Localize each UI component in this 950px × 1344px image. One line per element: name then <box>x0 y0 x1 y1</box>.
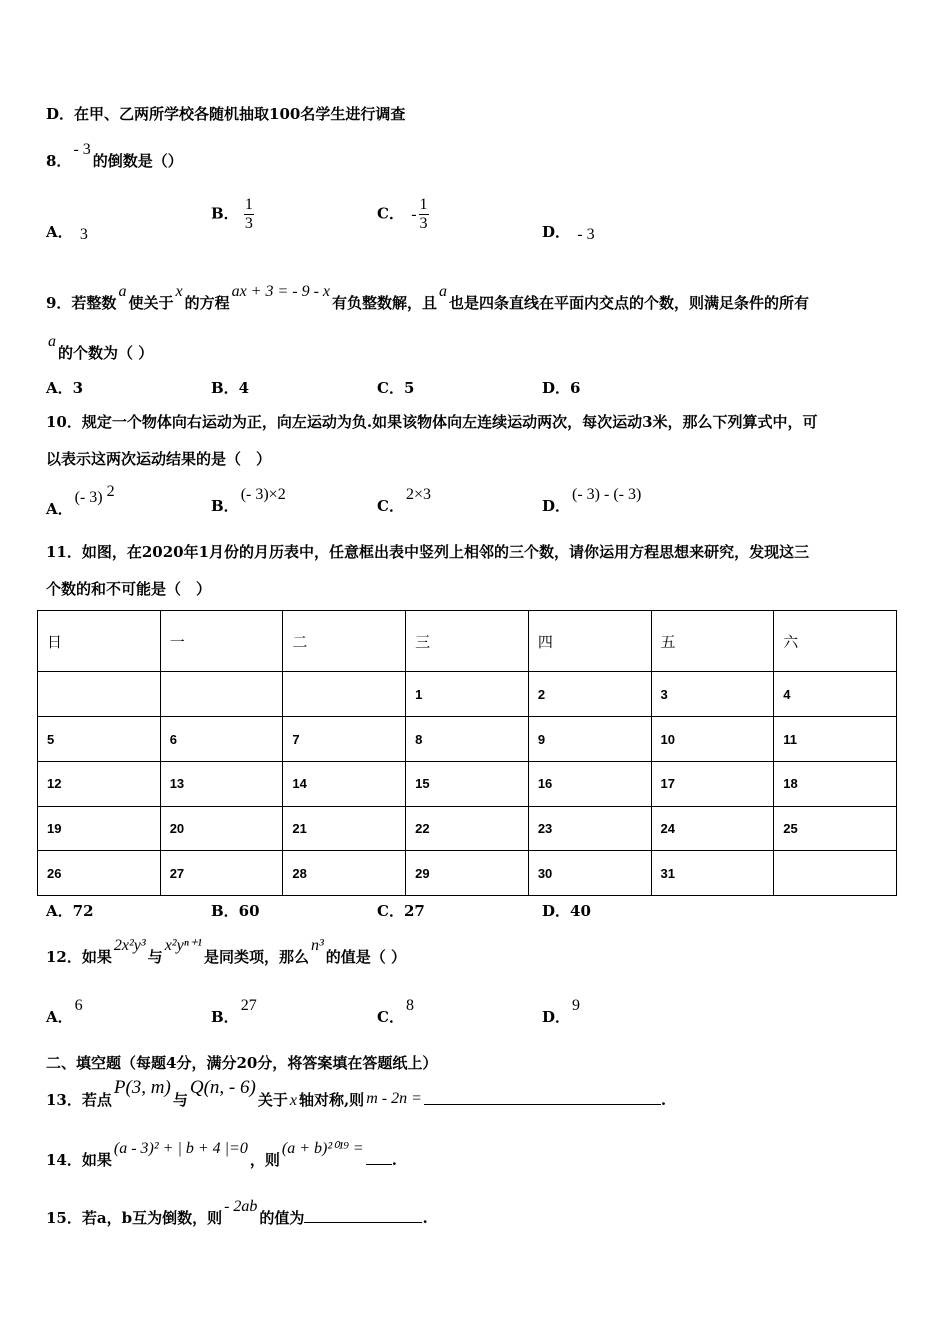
calendar-cell: 25 <box>774 806 897 851</box>
text: ，则 <box>249 1151 280 1169</box>
q8-number: 8． <box>46 152 72 170</box>
text: C． <box>377 497 404 515</box>
text: (- 3) - (- 3) <box>572 486 642 503</box>
text: 的值是（ ） <box>325 948 407 966</box>
calendar-row <box>38 672 897 717</box>
text: 与 <box>147 948 163 966</box>
calendar-cell: 23 <box>528 806 651 851</box>
text: 2 <box>106 483 115 500</box>
q9-option-d: D．6 <box>542 379 581 397</box>
text: 三 <box>406 611 529 672</box>
calendar-cell: 29 <box>406 851 529 896</box>
calendar-cell: 18 <box>774 761 897 806</box>
calendar-cell: 27 <box>160 851 283 896</box>
calendar-cell: 30 <box>528 851 651 896</box>
section-2-heading: 二、填空题（每题4分，满分20分，将答案填在答题纸上） <box>46 1054 438 1072</box>
calendar-cell <box>38 672 161 717</box>
text: 12．如果 <box>46 948 112 966</box>
text: 3 <box>244 215 253 232</box>
text: 1 <box>244 196 253 213</box>
calendar-row <box>38 851 897 896</box>
q11-option-d: D．40 <box>542 902 591 920</box>
calendar-cell: 21 <box>283 806 406 851</box>
text: 使关于 <box>128 294 174 312</box>
q8-option-c <box>377 196 429 233</box>
text: 3 <box>79 226 88 243</box>
calendar-table <box>37 610 897 896</box>
calendar-cell: 31 <box>651 851 774 896</box>
text: D． <box>542 223 571 241</box>
calendar-cell: 5 <box>38 717 161 762</box>
calendar-cell: 12 <box>38 761 161 806</box>
calendar-cell: 6 <box>160 717 283 762</box>
text: x²yⁿ⁺¹ <box>164 937 202 954</box>
text: C． <box>377 204 404 223</box>
text: 有负整数解，且 <box>332 294 438 312</box>
text: a <box>48 333 56 350</box>
calendar-cell: 2 <box>528 672 651 717</box>
q11-option-a: A．72 <box>46 902 94 920</box>
q8-text: 的倒数是（） <box>92 152 183 170</box>
question-13 <box>46 1077 667 1111</box>
text: 的个数为（ ） <box>58 344 154 362</box>
text: 五 <box>651 611 774 672</box>
q8-expr: - 3 <box>73 141 91 158</box>
calendar-row <box>38 761 897 806</box>
text: 二 <box>283 611 406 672</box>
text: m - 2n = <box>366 1090 422 1107</box>
text: - 3 <box>577 226 595 243</box>
text: 是同类项，那么 <box>203 948 309 966</box>
text: 9．若整数 <box>46 294 117 312</box>
text: 四 <box>528 611 651 672</box>
text: B． <box>211 1008 239 1026</box>
text: 的方程 <box>184 294 230 312</box>
text: 15．若a，b互为倒数，则 <box>46 1209 223 1227</box>
text: A． <box>46 500 73 518</box>
text: 轴对称,则 <box>298 1091 365 1109</box>
text: 2x²y³ <box>113 937 146 954</box>
text: 6 <box>74 997 83 1014</box>
text: a <box>118 283 127 300</box>
calendar-cell: 13 <box>160 761 283 806</box>
q8-option-d <box>542 221 597 242</box>
calendar-cell: 19 <box>38 806 161 851</box>
text: C． <box>377 1008 404 1026</box>
q10-option-b <box>211 486 288 516</box>
q12-option-c <box>377 997 416 1027</box>
text: D． <box>542 497 571 515</box>
question-10: 10．规定一个物体向右运动为正，向左运动为负.如果该物体向左连续运动两次，每次运动3米，那么下列算式中，可 <box>46 413 818 431</box>
text: - <box>411 205 417 223</box>
question-12 <box>46 937 407 967</box>
q14-answer-blank[interactable] <box>366 1164 392 1165</box>
text: (a - 3)² + | b + 4 |=0 <box>113 1140 248 1157</box>
q12-option-b <box>211 997 259 1027</box>
calendar-cell: 7 <box>283 717 406 762</box>
calendar-cell: 15 <box>406 761 529 806</box>
q8-option-b <box>211 196 254 233</box>
text: 与 <box>172 1091 188 1109</box>
calendar-cell: 22 <box>406 806 529 851</box>
q10-option-c <box>377 486 433 516</box>
calendar-cell: 16 <box>528 761 651 806</box>
text: 27 <box>240 997 257 1014</box>
calendar-cell: 24 <box>651 806 774 851</box>
text: 一 <box>160 611 283 672</box>
calendar-cell: 10 <box>651 717 774 762</box>
calendar-cell: 14 <box>283 761 406 806</box>
text: 14．如果 <box>46 1151 112 1169</box>
question-14 <box>46 1140 397 1170</box>
q8-option-a <box>46 221 90 242</box>
q9-option-c: C．5 <box>377 379 415 397</box>
text: 六 <box>774 611 897 672</box>
q13-answer-blank[interactable] <box>424 1104 661 1105</box>
calendar-cell <box>774 851 897 896</box>
text: 13．若点 <box>46 1091 112 1109</box>
text: x <box>175 283 183 300</box>
text: 1 <box>419 196 428 213</box>
text: n³ <box>310 937 324 954</box>
q9-option-b: B．4 <box>211 379 250 397</box>
q9-option-a: A．3 <box>46 379 84 397</box>
q12-option-d <box>542 997 582 1027</box>
text: 的值为 <box>259 1209 305 1227</box>
calendar-header-row <box>38 611 897 672</box>
q10-option-a <box>46 483 117 519</box>
text: 关于 <box>257 1091 288 1109</box>
text: 9 <box>572 997 581 1014</box>
text: B． <box>211 204 239 223</box>
q11-option-b: B．60 <box>211 902 260 920</box>
text: - 2ab <box>224 1198 258 1215</box>
text: (a + b)²⁰¹⁹ = <box>281 1140 364 1157</box>
text: . <box>391 1151 397 1169</box>
text: ax + 3 = - 9 - x <box>231 283 331 300</box>
calendar-cell: 4 <box>774 672 897 717</box>
calendar-cell: 8 <box>406 717 529 762</box>
text: 也是四条直线在平面内交点的个数，则满足条件的所有 <box>449 294 810 312</box>
text: 2×3 <box>405 486 431 503</box>
text: . <box>422 1209 428 1227</box>
calendar-cell: 1 <box>406 672 529 717</box>
text: B． <box>211 497 239 515</box>
q12-option-a <box>46 997 85 1027</box>
calendar-cell: 28 <box>283 851 406 896</box>
question-9-line2 <box>46 333 154 363</box>
calendar-cell: 9 <box>528 717 651 762</box>
text: A． <box>46 223 73 241</box>
text: . <box>660 1091 667 1109</box>
text: 3 <box>419 215 428 232</box>
text: A． <box>46 1008 73 1026</box>
text: P(3, m) <box>113 1077 171 1098</box>
question-10-line2: 以表示这两次运动结果的是（ ） <box>46 450 272 468</box>
calendar-cell <box>283 672 406 717</box>
calendar-row <box>38 717 897 762</box>
question-11: 11．如图，在2020年1月份的月历表中，任意框出表中竖列上相邻的三个数，请你运用方程思想来研究，发现这三 <box>46 543 810 561</box>
q7-option-d: D．在甲、乙两所学校各随机抽取100名学生进行调查 <box>46 105 406 123</box>
calendar-cell: 26 <box>38 851 161 896</box>
q15-answer-blank[interactable] <box>304 1222 422 1223</box>
calendar-cell: 17 <box>651 761 774 806</box>
question-15 <box>46 1198 428 1228</box>
calendar-cell: 3 <box>651 672 774 717</box>
text: x <box>289 1092 297 1109</box>
q11-option-c: C．27 <box>377 902 425 920</box>
text: (- 3) <box>74 489 103 506</box>
q10-option-d <box>542 486 643 516</box>
text: 日 <box>38 611 161 672</box>
calendar-cell: 20 <box>160 806 283 851</box>
text: 8 <box>405 997 414 1014</box>
text: Q(n, - 6) <box>189 1077 256 1098</box>
text: (- 3)×2 <box>240 486 286 503</box>
question-11-line2: 个数的和不可能是（ ） <box>46 580 212 598</box>
question-8 <box>46 141 183 171</box>
calendar-cell: 11 <box>774 717 897 762</box>
question-9 <box>46 283 810 313</box>
text: a <box>439 283 448 300</box>
text: D． <box>542 1008 571 1026</box>
calendar-row <box>38 806 897 851</box>
calendar-cell <box>160 672 283 717</box>
